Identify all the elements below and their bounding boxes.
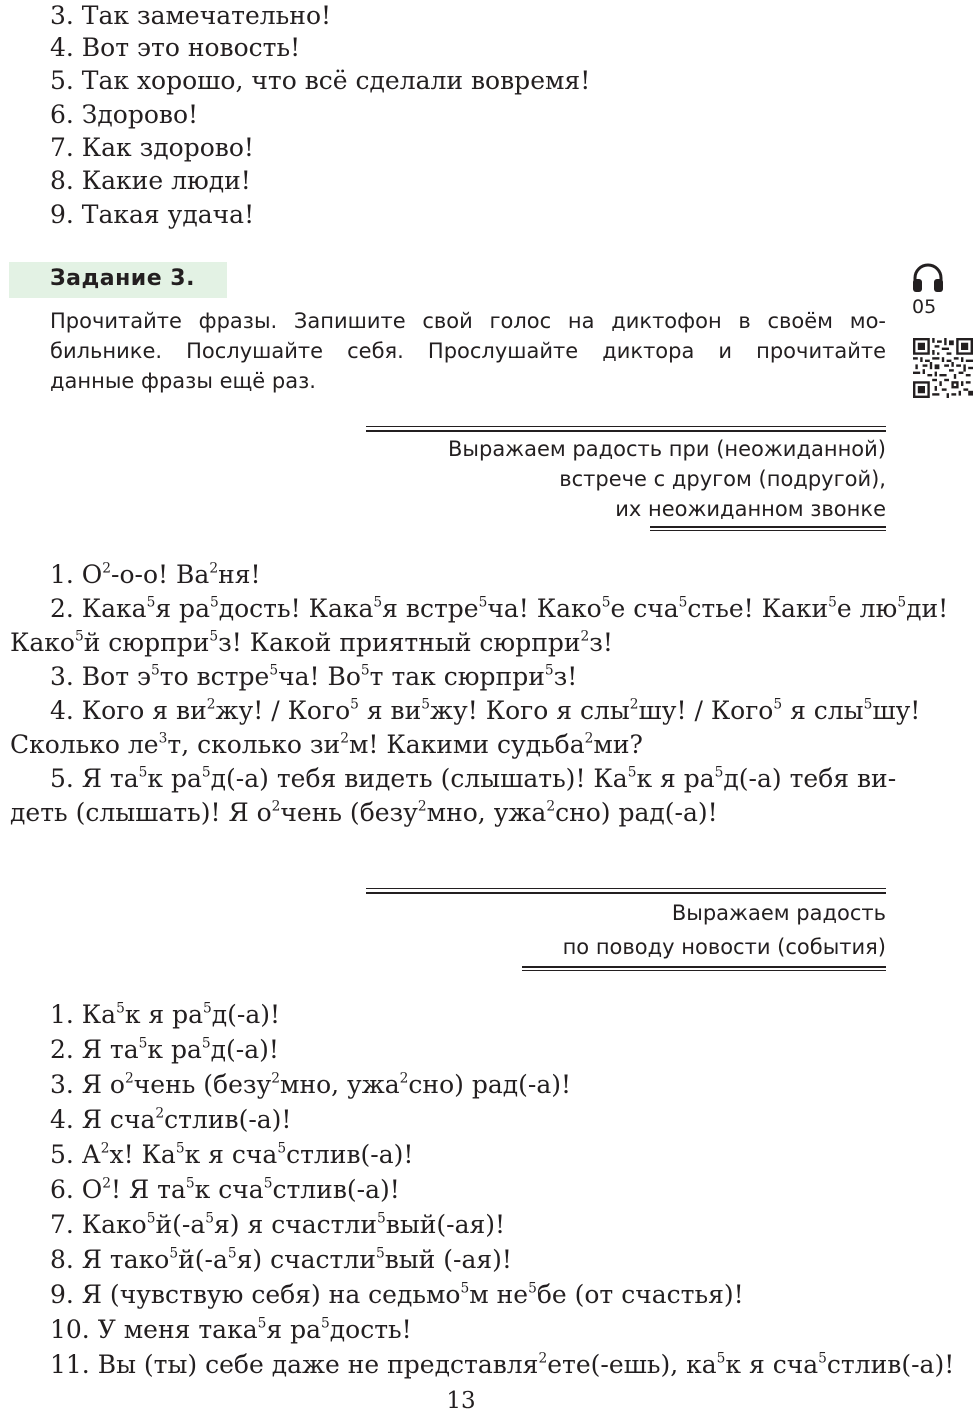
section-heading-line: Выражаем радость [671, 901, 886, 925]
intonation-mark: 5 [269, 662, 279, 679]
intonation-mark: 5 [773, 696, 783, 713]
phrase-line: 4. Я сча$^2$стлив(-а)! [50, 1105, 292, 1134]
intonation-mark: 5 [185, 1175, 195, 1192]
list-item: 9. Такая удача! [50, 200, 255, 229]
task-title: Задание 3. [50, 266, 195, 291]
list-item: 5. Так хорошо, что всё сделали вовремя! [50, 66, 591, 95]
intonation-mark: 5 [205, 1210, 215, 1227]
phrase-line: 2. Я $та^5к$ $ра^5д(-а)$! [50, 1035, 279, 1064]
intonation-mark: 2 [102, 560, 112, 577]
heading-rule [366, 430, 886, 432]
intonation-mark: 2 [538, 1350, 548, 1367]
intonation-mark: 5 [377, 1210, 386, 1227]
intonation-mark: 5 [716, 1350, 726, 1367]
task-instruction-line: бильнике. Послушайте себя. Прослушайте диктора и прочитайте [50, 339, 886, 363]
intonation-mark: 2 [206, 696, 216, 713]
list-item: 8. Какие люди! [50, 166, 251, 195]
list-item: 3. Так замечательно! [50, 1, 332, 30]
phrase-line: деть (слышать)! Я $о^2чень$ (безу$^2$мно, ужа$^2$сно) рад(-а)! [10, 798, 718, 827]
intonation-mark: 5 [151, 662, 160, 679]
heading-rule [366, 892, 886, 894]
intonation-mark: 5 [209, 628, 219, 645]
intonation-mark: 5 [138, 764, 148, 781]
intonation-mark: 2 [584, 730, 594, 747]
phrase-line: Како$^5$й сюрпри$^5$з! Какой приятный сюрпри$^2$з! [10, 628, 613, 657]
audio-track-number: 05 [912, 296, 937, 318]
intonation-mark: 5 [478, 594, 488, 611]
list-item: 4. Вот это новость! [50, 33, 301, 62]
phrase-line: 6. $О^2$! Я $та^5к$ сча$^5$стлив(-а)! [50, 1175, 400, 1204]
section-heading-line: встрече с другом (подругой), [559, 467, 886, 491]
phrase-line: 1. $О^2-о-о$! $Ва^2ня$! [50, 560, 261, 589]
page-number: 13 [446, 1388, 476, 1414]
intonation-mark: 5 [146, 594, 156, 611]
intonation-mark: 5 [678, 594, 688, 611]
intonation-mark: 5 [138, 1035, 148, 1052]
heading-rule [650, 526, 886, 528]
intonation-mark: 5 [714, 764, 724, 781]
phrase-line: 4. Кого я $ви^2жу$! / Кого$^5$ я $ви^5жу$! Кого я слы$^2$шу! / Кого$^5$ я слы$^5$шу! [50, 696, 921, 725]
intonation-mark: 5 [544, 662, 554, 679]
intonation-mark: 5 [601, 594, 611, 611]
intonation-mark: 2 [629, 696, 639, 713]
intonation-mark: 5 [169, 1245, 179, 1262]
intonation-mark: 5 [828, 594, 837, 611]
intonation-mark: 2 [417, 798, 427, 815]
section-heading-line: их неожиданном звонке [615, 497, 886, 521]
list-item: 6. Здорово! [50, 100, 199, 129]
heading-rule [522, 970, 886, 971]
intonation-mark: 2 [102, 1175, 112, 1192]
intonation-mark: 5 [201, 1035, 211, 1052]
intonation-mark: 5 [116, 1000, 125, 1017]
intonation-mark: 2 [546, 798, 556, 815]
phrase-block [10, 558, 949, 830]
intonation-mark: 5 [528, 1280, 537, 1297]
intonation-mark: 5 [201, 764, 211, 781]
qr-code-icon[interactable] [913, 338, 973, 398]
intonation-mark: 5 [277, 1140, 287, 1157]
intonation-mark: 3 [158, 730, 168, 747]
heading-rule [366, 888, 886, 889]
section-heading-line: Выражаем радость при (неожиданной) [448, 437, 886, 461]
intonation-mark: 5 [209, 594, 219, 611]
intonation-mark: 2 [125, 1070, 134, 1087]
section-heading-line: по поводу новости (события) [562, 935, 886, 959]
headphones-icon[interactable] [908, 262, 948, 298]
intonation-mark: 5 [203, 1000, 212, 1017]
intonation-mark: 2 [271, 1070, 280, 1087]
intonation-mark: 5 [818, 1350, 827, 1367]
intonation-mark: 2 [580, 628, 590, 645]
task-instruction-line: данные фразы ещё раз. [50, 369, 316, 393]
intonation-mark: 2 [340, 730, 349, 747]
intonation-mark: 5 [74, 628, 84, 645]
intonation-mark: 5 [227, 1245, 237, 1262]
intonation-mark: 5 [263, 1175, 273, 1192]
intonation-mark: 2 [155, 1105, 165, 1122]
phrase-line: 7. $Како^5й(-а^5я)$ я счастли$^5$вый(-ая)! [50, 1210, 506, 1239]
intonation-mark: 5 [175, 1140, 185, 1157]
heading-rule [366, 426, 886, 427]
heading-rule [522, 966, 886, 968]
intonation-mark: 5 [421, 696, 431, 713]
phrase-line: 3. Вот $э^5то$ встре$^5$ча! $Во^5т$ так сюрпри$^5$з! [50, 662, 578, 691]
intonation-mark: 5 [460, 1280, 470, 1297]
phrase-line: 3. Я $о^2чень$ (безу$^2$мно, ужа$^2$сно) рад(-а)! [50, 1070, 572, 1099]
intonation-mark: 2 [399, 1070, 409, 1087]
intonation-mark: 5 [321, 1315, 330, 1332]
intonation-mark: 5 [360, 662, 370, 679]
phrase-line: 10. У меня така$^5$я $ра^5дость$! [50, 1315, 412, 1344]
intonation-mark: 2 [100, 1140, 110, 1157]
task-instruction-line: Прочитайте фразы. Запишите свой голос на диктофон в своём мо- [50, 309, 886, 333]
phrase-line: 11. Вы (ты) себе даже не представля$^2$ете(-ешь), $ка^5к$ я сча$^5$стлив(-а)! [50, 1350, 955, 1379]
list-item: 7. Как здорово! [50, 133, 254, 162]
phrase-line: 1. $Ка^5к$ я $ра^5д(-а)$! [50, 1000, 281, 1029]
intonation-mark: 5 [375, 1245, 385, 1262]
intonation-mark: 2 [209, 560, 219, 577]
intonation-mark: 5 [350, 696, 359, 713]
phrase-line: 2. Кака$^5$я $ра^5дость$! Кака$^5$я встре$^5$ча! Како$^5$е сча$^5$стье! Каки$^5$е $лю^5ди$! [50, 594, 949, 623]
phrase-block [10, 997, 955, 1382]
phrase-line: 8. Я $тако^5й(-а^5я)$ счастли$^5$вый (-ая)! [50, 1245, 512, 1274]
intonation-mark: 5 [373, 594, 383, 611]
phrase-line: Сколько $ле^3т$, сколько $зи^2м$! Какими судьба$^2$ми? [10, 730, 643, 759]
phrase-line: 9. Я (чувствую себя) на седьмо$^5$м $не^5бе$ (от счастья)! [50, 1280, 744, 1309]
intonation-mark: 5 [146, 1210, 156, 1227]
phrase-line: 5. $А^2х$! $Ка^5к$ я сча$^5$стлив(-а)! [50, 1140, 414, 1169]
phrase-line: 5. Я $та^5к$ $ра^5д(-а)$ тебя видеть (слышать)! $Ка^5к$ я $ра^5д(-а)$ тебя ви- [50, 764, 897, 793]
heading-rule [650, 530, 886, 531]
intonation-mark: 5 [863, 696, 873, 713]
intonation-mark: 5 [257, 1315, 267, 1332]
intonation-mark: 5 [627, 764, 637, 781]
intonation-mark: 2 [271, 798, 281, 815]
intonation-mark: 5 [897, 594, 907, 611]
